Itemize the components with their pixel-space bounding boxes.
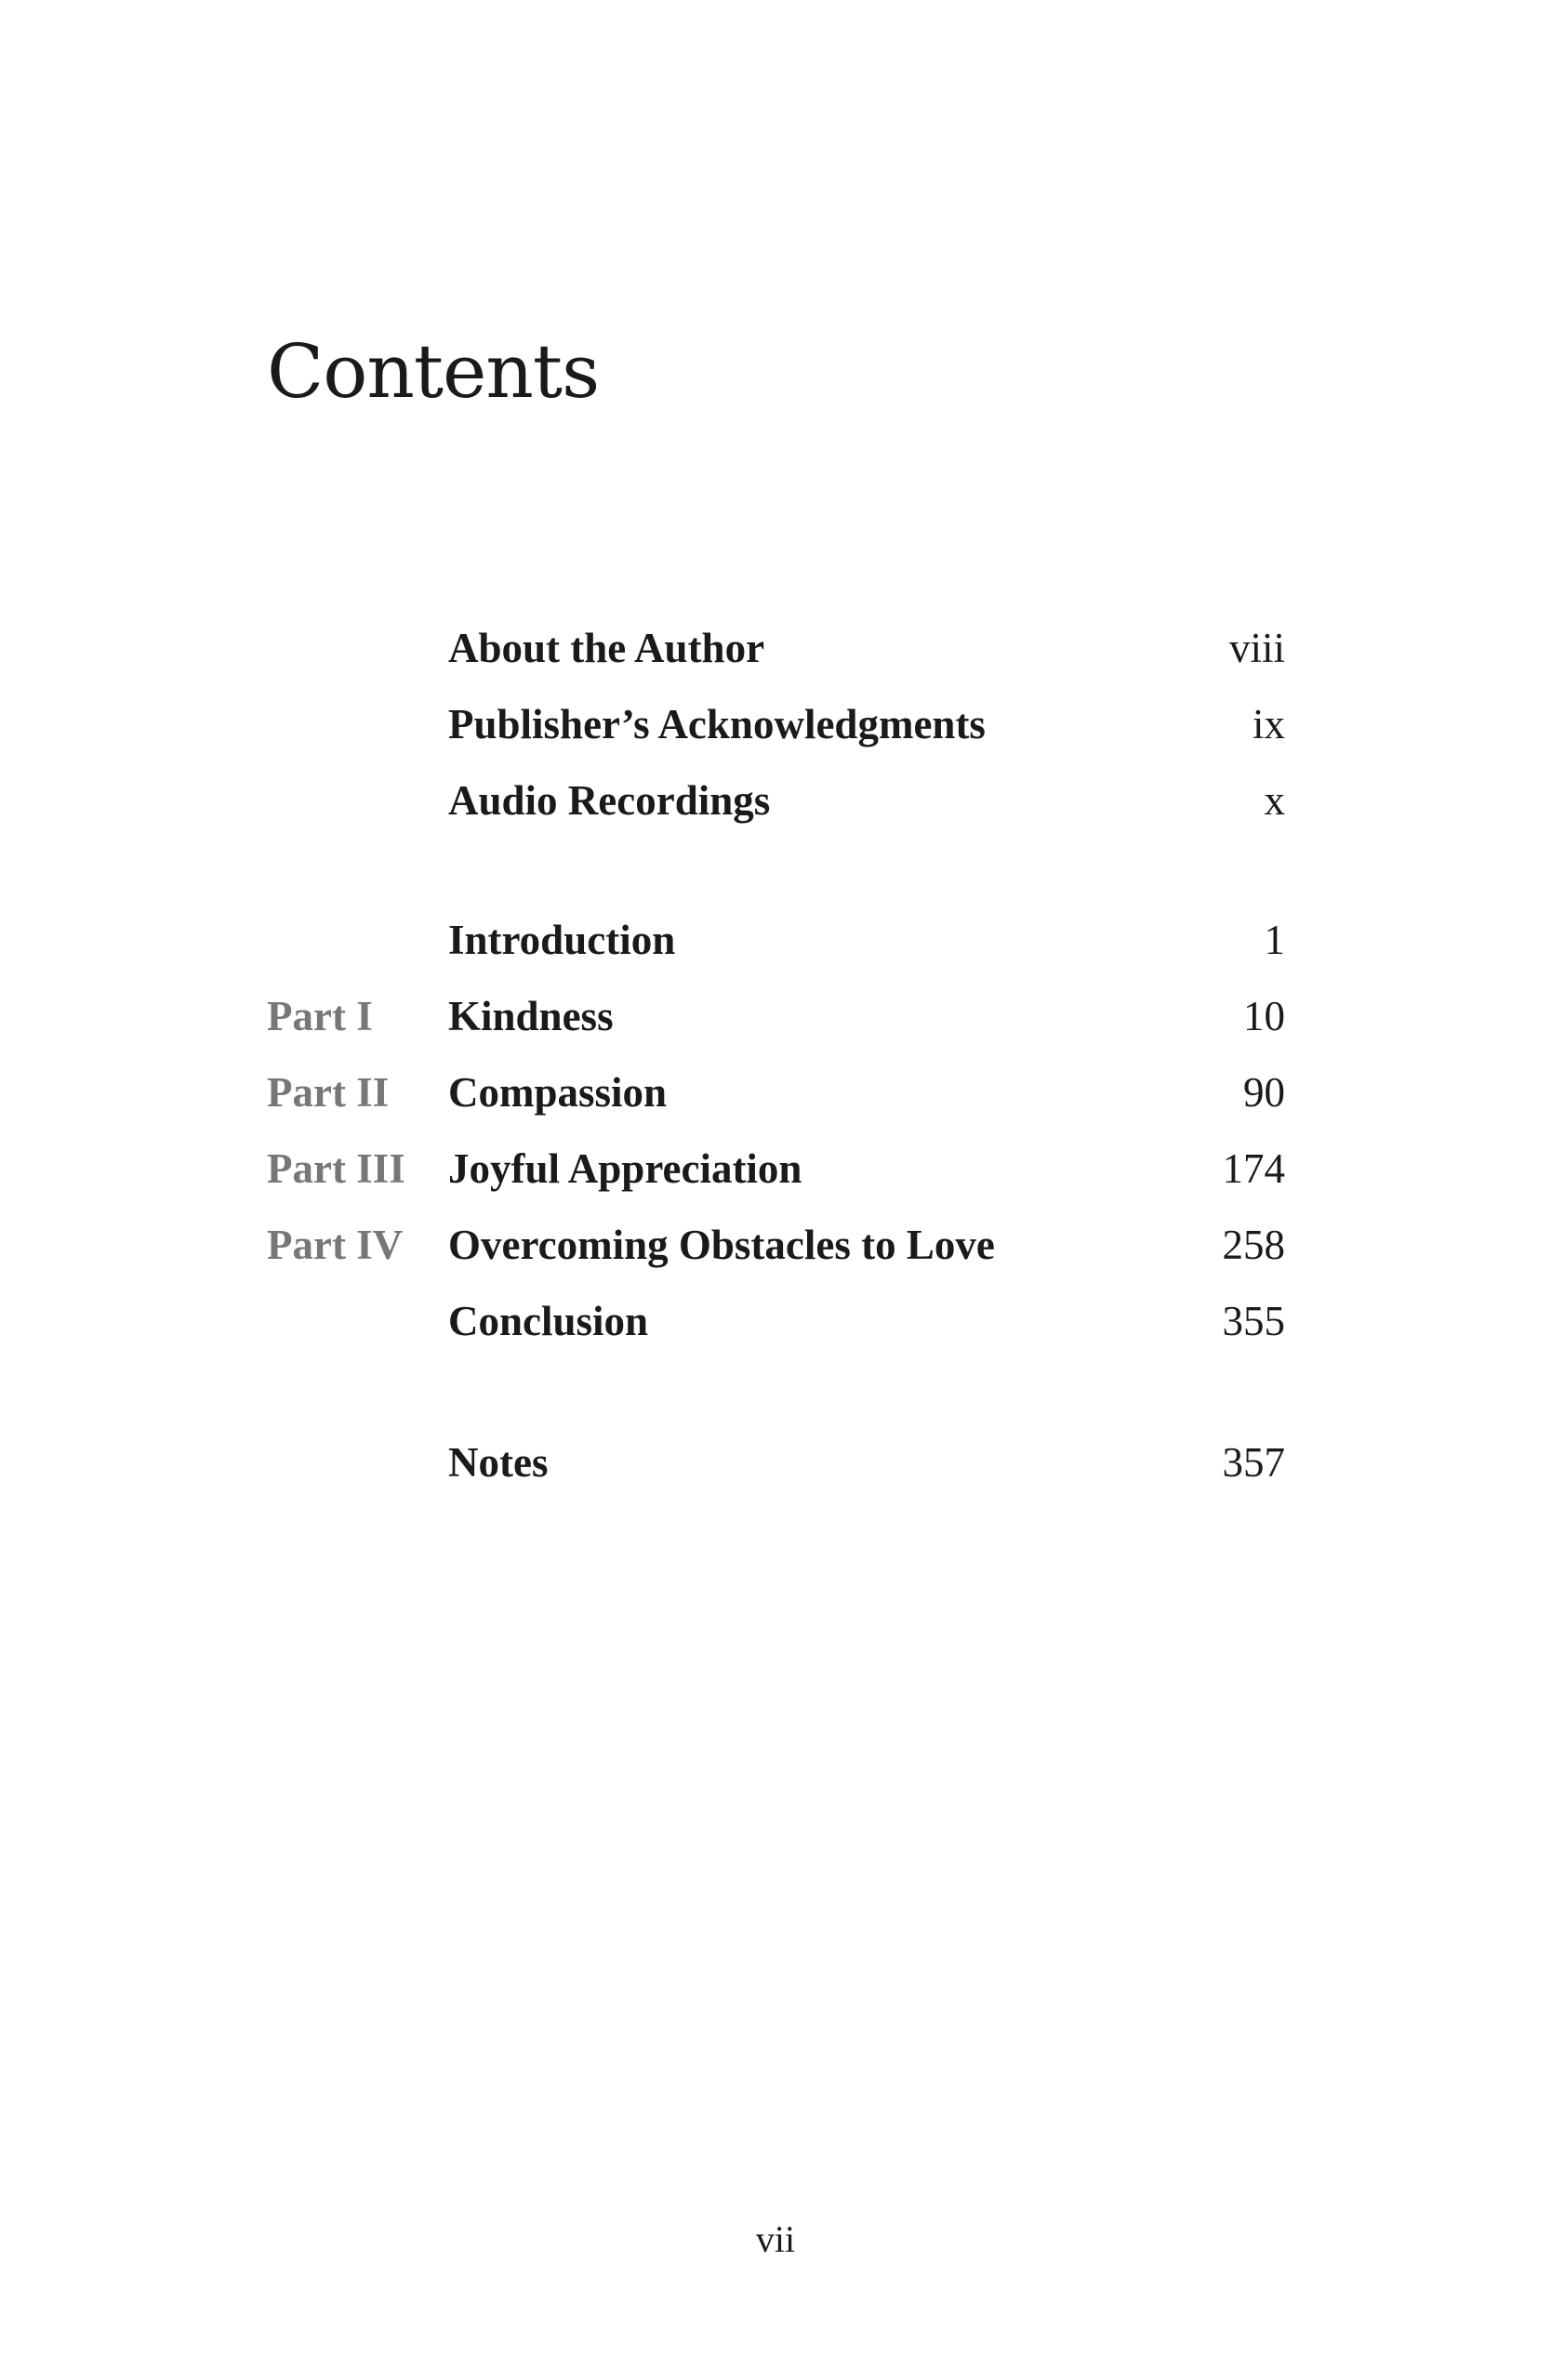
toc-entry-label: Audio Recordings (448, 777, 771, 824)
toc-entry-audio-recordings[interactable] (267, 762, 1285, 839)
toc-entry-label: Compassion (448, 1069, 668, 1116)
toc-entry-publishers-acknowledgments[interactable] (267, 686, 1285, 762)
toc-entry-label: Conclusion (448, 1298, 649, 1344)
toc-entry-page: viii (1228, 625, 1285, 671)
toc-entry-notes[interactable] (267, 1424, 1285, 1501)
toc-entry-joyful-appreciation[interactable] (267, 1130, 1285, 1207)
toc-entry-page: ix (1252, 701, 1285, 747)
page-title: Contents (267, 328, 600, 415)
toc-entry-page: 10 (1243, 993, 1285, 1039)
toc-entry-label: About the Author (448, 625, 765, 671)
back-matter-section (267, 1424, 1285, 1501)
toc-entry-page: 174 (1222, 1145, 1285, 1192)
toc-part-label: Part I (267, 993, 373, 1039)
main-section (267, 902, 1285, 1359)
toc-entry-label: Overcoming Obstacles to Love (448, 1222, 995, 1268)
toc-part-label: Part IV (267, 1222, 404, 1268)
toc-entry-label: Joyful Appreciation (448, 1145, 802, 1192)
toc-part-label: Part III (267, 1145, 405, 1192)
toc-entry-label: Notes (448, 1439, 549, 1486)
toc-entry-introduction[interactable] (267, 902, 1285, 978)
toc-entry-kindness[interactable] (267, 978, 1285, 1054)
toc-entry-page: 90 (1243, 1069, 1285, 1116)
toc-entry-label: Introduction (448, 917, 676, 963)
toc-part-label: Part II (267, 1069, 390, 1116)
toc-entry-page: 357 (1222, 1439, 1285, 1486)
toc-entry-page: 355 (1222, 1298, 1285, 1344)
toc-entry-label: Kindness (448, 993, 614, 1039)
toc-entry-page: 1 (1264, 917, 1285, 963)
toc-entry-conclusion[interactable] (267, 1283, 1285, 1359)
toc-entry-label: Publisher’s Acknowledgments (448, 701, 986, 747)
toc-entry-overcoming-obstacles[interactable] (267, 1207, 1285, 1283)
toc-entry-page: x (1264, 777, 1285, 824)
toc-entry-page: 258 (1222, 1222, 1285, 1268)
front-matter-section (267, 610, 1285, 839)
toc-entry-about-the-author[interactable] (267, 610, 1285, 686)
page-number: vii (755, 2218, 796, 2260)
toc-entry-compassion[interactable] (267, 1054, 1285, 1130)
